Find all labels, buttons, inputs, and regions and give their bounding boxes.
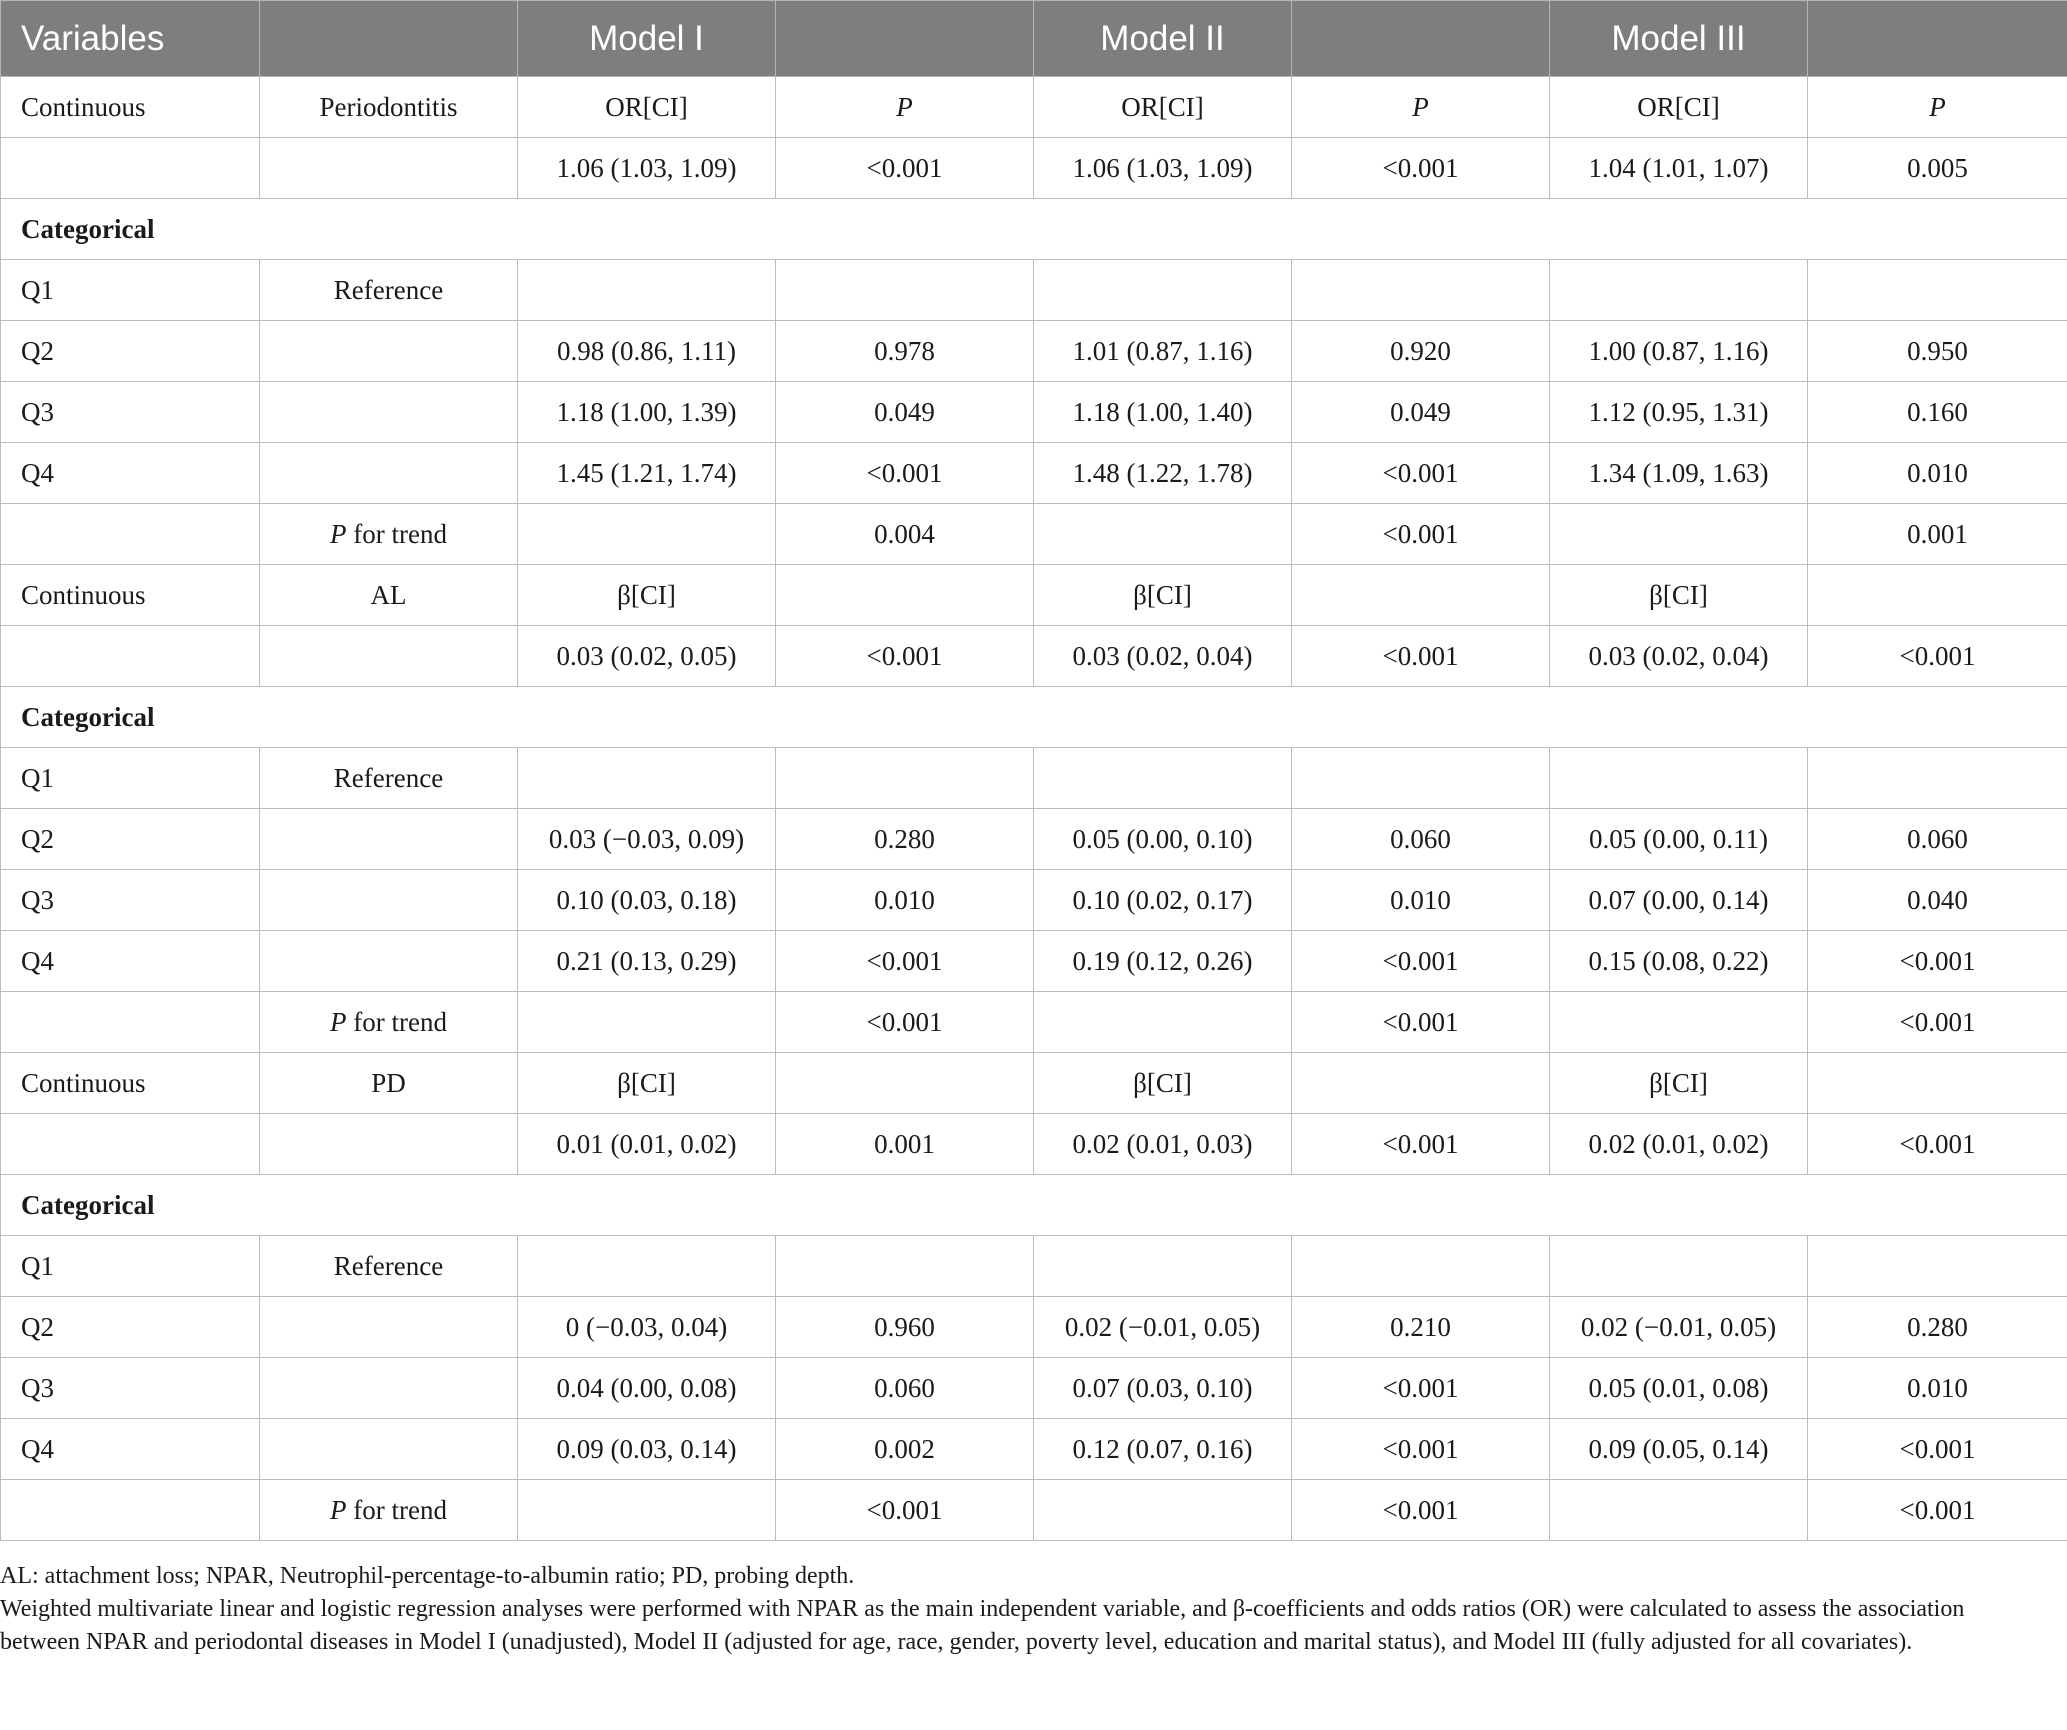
- reference-cell: Reference: [260, 748, 518, 809]
- p-value-cell: <0.001: [776, 931, 1034, 992]
- measure-cell: β[CI]: [518, 1053, 776, 1114]
- quartile-label: Q3: [1, 870, 260, 931]
- table-cell: [518, 992, 776, 1053]
- quartile-row: [1, 1419, 2067, 1480]
- estimate-cell: 0.02 (0.01, 0.02): [1550, 1114, 1808, 1175]
- p-value-cell: 0.010: [1808, 443, 2067, 504]
- estimate-cell: 0.01 (0.01, 0.02): [518, 1114, 776, 1175]
- p-value-cell: <0.001: [1808, 1114, 2067, 1175]
- header-variables: Variables: [1, 1, 260, 77]
- measure-cell: β[CI]: [1550, 565, 1808, 626]
- quartile-label: Q2: [1, 809, 260, 870]
- estimate-cell: 1.18 (1.00, 1.40): [1034, 382, 1292, 443]
- estimate-cell: 0.05 (0.00, 0.11): [1550, 809, 1808, 870]
- reference-cell: [260, 1297, 518, 1358]
- table-cell: [260, 626, 518, 687]
- measure-cell: [1808, 565, 2067, 626]
- p-trend-prefix: P: [330, 1494, 347, 1525]
- p-value-cell: <0.001: [1292, 443, 1550, 504]
- table-cell: [1034, 504, 1292, 565]
- measure-cell: [1808, 1053, 2067, 1114]
- variable-type-cell: Continuous: [1, 1053, 260, 1114]
- table-footnotes: [0, 1560, 2040, 1659]
- p-value-cell: <0.001: [1292, 1114, 1550, 1175]
- reference-cell: [260, 443, 518, 504]
- estimate-cell: 1.01 (0.87, 1.16): [1034, 321, 1292, 382]
- outcome-cell: PD: [260, 1053, 518, 1114]
- table-cell: [1, 138, 260, 199]
- header-model-1: Model I: [518, 1, 776, 77]
- quartile-row: [1, 1297, 2067, 1358]
- p-value-label: P: [896, 91, 913, 122]
- measure-row: [1, 77, 2067, 138]
- estimate-cell: [1034, 1236, 1292, 1297]
- p-trend-label: for trend: [353, 1494, 447, 1525]
- p-value-cell: [1292, 748, 1550, 809]
- quartile-label: Q2: [1, 321, 260, 382]
- reference-cell: [260, 870, 518, 931]
- p-value-cell: <0.001: [1292, 626, 1550, 687]
- measure-cell: β[CI]: [518, 565, 776, 626]
- table-cell: [1550, 504, 1808, 565]
- estimate-cell: 0.07 (0.03, 0.10): [1034, 1358, 1292, 1419]
- quartile-label: Q3: [1, 382, 260, 443]
- p-for-trend-cell: [260, 504, 518, 565]
- reference-cell: [260, 1358, 518, 1419]
- estimate-cell: 0.19 (0.12, 0.26): [1034, 931, 1292, 992]
- header-model-2: Model II: [1034, 1, 1292, 77]
- p-value-cell: 0.210: [1292, 1297, 1550, 1358]
- estimate-cell: 0.10 (0.02, 0.17): [1034, 870, 1292, 931]
- p-value-cell: <0.001: [1292, 1419, 1550, 1480]
- quartile-row: [1, 1236, 2067, 1297]
- estimate-cell: 0.03 (0.02, 0.05): [518, 626, 776, 687]
- variable-type-cell: Continuous: [1, 565, 260, 626]
- p-value-cell: <0.001: [1808, 992, 2067, 1053]
- table-cell: [260, 138, 518, 199]
- p-value-cell: <0.001: [776, 443, 1034, 504]
- measure-row: [1, 1053, 2067, 1114]
- estimate-cell: 0.12 (0.07, 0.16): [1034, 1419, 1292, 1480]
- reference-cell: Reference: [260, 1236, 518, 1297]
- measure-cell: OR[CI]: [1550, 77, 1808, 138]
- table-cell: [1, 626, 260, 687]
- p-value-cell: 0.010: [1808, 1358, 2067, 1419]
- p-value-cell: 0.005: [1808, 138, 2067, 199]
- estimate-cell: 1.00 (0.87, 1.16): [1550, 321, 1808, 382]
- p-value-cell: 0.280: [1808, 1297, 2067, 1358]
- measure-cell: [1292, 565, 1550, 626]
- section-row: [1, 687, 2067, 748]
- continuous-values-row: [1, 138, 2067, 199]
- estimate-cell: 0.10 (0.03, 0.18): [518, 870, 776, 931]
- quartile-label: Q1: [1, 260, 260, 321]
- p-value-label: P: [1412, 91, 1429, 122]
- estimate-cell: 0.05 (0.00, 0.10): [1034, 809, 1292, 870]
- p-value-cell: [776, 748, 1034, 809]
- p-value-cell: <0.001: [776, 138, 1034, 199]
- p-value-cell: 0.160: [1808, 382, 2067, 443]
- section-row: [1, 1175, 2067, 1236]
- header-blank-5: [1292, 1, 1550, 77]
- estimate-cell: 1.45 (1.21, 1.74): [518, 443, 776, 504]
- quartile-label: Q2: [1, 1297, 260, 1358]
- p-value-cell: <0.001: [1292, 1358, 1550, 1419]
- estimate-cell: 0.98 (0.86, 1.11): [518, 321, 776, 382]
- estimate-cell: 1.06 (1.03, 1.09): [1034, 138, 1292, 199]
- estimate-cell: 0.02 (−0.01, 0.05): [1034, 1297, 1292, 1358]
- quartile-label: Q1: [1, 1236, 260, 1297]
- p-for-trend-cell: [260, 1480, 518, 1541]
- quartile-label: Q3: [1, 1358, 260, 1419]
- measure-cell: [776, 565, 1034, 626]
- p-value-cell: 0.002: [776, 1419, 1034, 1480]
- measure-cell: [1292, 77, 1550, 138]
- estimate-cell: [518, 260, 776, 321]
- p-value-cell: 0.060: [1292, 809, 1550, 870]
- reference-cell: Reference: [260, 260, 518, 321]
- p-value-cell: <0.001: [1292, 931, 1550, 992]
- p-value-cell: 0.060: [776, 1358, 1034, 1419]
- table-cell: [518, 504, 776, 565]
- outcome-cell: AL: [260, 565, 518, 626]
- measure-cell: β[CI]: [1034, 1053, 1292, 1114]
- estimate-cell: 0.03 (0.02, 0.04): [1034, 626, 1292, 687]
- table-cell: [1, 1480, 260, 1541]
- p-for-trend-cell: [260, 992, 518, 1053]
- p-value-cell: [776, 260, 1034, 321]
- quartile-label: Q4: [1, 1419, 260, 1480]
- quartile-row: [1, 260, 2067, 321]
- estimate-cell: [518, 748, 776, 809]
- estimate-cell: 1.34 (1.09, 1.63): [1550, 443, 1808, 504]
- p-value-cell: 0.010: [1292, 870, 1550, 931]
- table-cell: [260, 1114, 518, 1175]
- estimate-cell: 0.15 (0.08, 0.22): [1550, 931, 1808, 992]
- estimate-cell: 1.04 (1.01, 1.07): [1550, 138, 1808, 199]
- categorical-label: Categorical: [1, 1175, 2067, 1236]
- measure-cell: OR[CI]: [1034, 77, 1292, 138]
- measure-cell: [776, 1053, 1034, 1114]
- p-trend-prefix: P: [330, 1006, 347, 1037]
- estimate-cell: [518, 1236, 776, 1297]
- estimate-cell: 0.04 (0.00, 0.08): [518, 1358, 776, 1419]
- p-value-cell: 0.001: [776, 1114, 1034, 1175]
- reference-cell: [260, 809, 518, 870]
- quartile-row: [1, 931, 2067, 992]
- quartile-row: [1, 321, 2067, 382]
- p-value-cell: [1292, 1236, 1550, 1297]
- p-value-cell: 0.920: [1292, 321, 1550, 382]
- variable-type-cell: Continuous: [1, 77, 260, 138]
- quartile-label: Q4: [1, 443, 260, 504]
- trend-row: [1, 504, 2067, 565]
- categorical-label: Categorical: [1, 687, 2067, 748]
- estimate-cell: [1550, 748, 1808, 809]
- measure-cell: [776, 77, 1034, 138]
- table-cell: [1, 504, 260, 565]
- p-value-cell: 0.280: [776, 809, 1034, 870]
- estimate-cell: [1550, 1236, 1808, 1297]
- p-value-cell: 0.004: [776, 504, 1034, 565]
- estimate-cell: [1034, 748, 1292, 809]
- p-value-cell: 0.060: [1808, 809, 2067, 870]
- p-trend-label: for trend: [353, 1006, 447, 1037]
- measure-cell: β[CI]: [1034, 565, 1292, 626]
- table-body: [1, 77, 2067, 1541]
- estimate-cell: 0.09 (0.03, 0.14): [518, 1419, 776, 1480]
- table-cell: [1034, 1480, 1292, 1541]
- p-value-cell: 0.950: [1808, 321, 2067, 382]
- table-cell: [1, 992, 260, 1053]
- estimate-cell: 1.18 (1.00, 1.39): [518, 382, 776, 443]
- estimate-cell: 0.21 (0.13, 0.29): [518, 931, 776, 992]
- footnote-methods: Weighted multivariate linear and logistic regression analyses were performed with NPAR as the main independent variable, and β-coefficients and odds ratios (OR) were calculated to assess the association between NPAR and periodontal diseases in Model I (unadjusted), Model II (adjusted for age, race, gender, poverty level, education and marital status), and Model III (fully adjusted for all covariates).: [0, 1596, 1965, 1655]
- estimate-cell: 0.05 (0.01, 0.08): [1550, 1358, 1808, 1419]
- p-value-cell: [1808, 1236, 2067, 1297]
- continuous-values-row: [1, 1114, 2067, 1175]
- section-row: [1, 199, 2067, 260]
- estimate-cell: 1.06 (1.03, 1.09): [518, 138, 776, 199]
- table-cell: [1550, 1480, 1808, 1541]
- p-value-cell: [776, 1236, 1034, 1297]
- reference-cell: [260, 321, 518, 382]
- reference-cell: [260, 382, 518, 443]
- p-value-cell: 0.049: [776, 382, 1034, 443]
- quartile-label: Q1: [1, 748, 260, 809]
- p-trend-label: for trend: [353, 518, 447, 549]
- p-value-cell: <0.001: [776, 992, 1034, 1053]
- p-value-cell: <0.001: [1808, 1480, 2067, 1541]
- header-blank-3: [776, 1, 1034, 77]
- estimate-cell: 0.03 (−0.03, 0.09): [518, 809, 776, 870]
- measure-cell: OR[CI]: [518, 77, 776, 138]
- categorical-label: Categorical: [1, 199, 2067, 260]
- estimate-cell: 1.12 (0.95, 1.31): [1550, 382, 1808, 443]
- p-value-cell: <0.001: [776, 626, 1034, 687]
- table-header: [1, 1, 2067, 77]
- header-blank-1: [260, 1, 518, 77]
- estimate-cell: 0.02 (0.01, 0.03): [1034, 1114, 1292, 1175]
- header-row: [1, 1, 2067, 77]
- quartile-label: Q4: [1, 931, 260, 992]
- p-value-cell: 0.001: [1808, 504, 2067, 565]
- p-value-cell: <0.001: [1292, 504, 1550, 565]
- measure-cell: [1808, 77, 2067, 138]
- estimate-cell: [1550, 260, 1808, 321]
- estimate-cell: 0.03 (0.02, 0.04): [1550, 626, 1808, 687]
- p-value-cell: <0.001: [1808, 931, 2067, 992]
- p-value-cell: 0.049: [1292, 382, 1550, 443]
- p-value-label: P: [1929, 91, 1946, 122]
- outcome-cell: Periodontitis: [260, 77, 518, 138]
- reference-cell: [260, 931, 518, 992]
- measure-cell: [1292, 1053, 1550, 1114]
- p-value-cell: <0.001: [1292, 1480, 1550, 1541]
- p-value-cell: 0.040: [1808, 870, 2067, 931]
- table-cell: [1550, 992, 1808, 1053]
- p-value-cell: 0.978: [776, 321, 1034, 382]
- trend-row: [1, 992, 2067, 1053]
- quartile-row: [1, 382, 2067, 443]
- continuous-values-row: [1, 626, 2067, 687]
- reference-cell: [260, 1419, 518, 1480]
- p-value-cell: 0.960: [776, 1297, 1034, 1358]
- table-cell: [1034, 992, 1292, 1053]
- p-value-cell: [1808, 748, 2067, 809]
- header-model-3: Model III: [1550, 1, 1808, 77]
- estimate-cell: 0.02 (−0.01, 0.05): [1550, 1297, 1808, 1358]
- p-value-cell: <0.001: [776, 1480, 1034, 1541]
- p-value-cell: <0.001: [1292, 138, 1550, 199]
- measure-cell: β[CI]: [1550, 1053, 1808, 1114]
- p-value-cell: <0.001: [1292, 992, 1550, 1053]
- estimate-cell: 1.48 (1.22, 1.78): [1034, 443, 1292, 504]
- p-trend-prefix: P: [330, 518, 347, 549]
- estimate-cell: 0 (−0.03, 0.04): [518, 1297, 776, 1358]
- p-value-cell: <0.001: [1808, 1419, 2067, 1480]
- estimate-cell: 0.07 (0.00, 0.14): [1550, 870, 1808, 931]
- trend-row: [1, 1480, 2067, 1541]
- estimate-cell: 0.09 (0.05, 0.14): [1550, 1419, 1808, 1480]
- quartile-row: [1, 748, 2067, 809]
- measure-row: [1, 565, 2067, 626]
- table-cell: [1, 1114, 260, 1175]
- p-value-cell: [1292, 260, 1550, 321]
- p-value-cell: 0.010: [776, 870, 1034, 931]
- quartile-row: [1, 443, 2067, 504]
- table-cell: [518, 1480, 776, 1541]
- quartile-row: [1, 870, 2067, 931]
- p-value-cell: [1808, 260, 2067, 321]
- header-blank-7: [1808, 1, 2067, 77]
- quartile-row: [1, 1358, 2067, 1419]
- quartile-row: [1, 809, 2067, 870]
- estimate-cell: [1034, 260, 1292, 321]
- footnote-abbreviations: AL: attachment loss; NPAR, Neutrophil-percentage-to-albumin ratio; PD, probing depth.: [0, 1563, 855, 1589]
- p-value-cell: <0.001: [1808, 626, 2067, 687]
